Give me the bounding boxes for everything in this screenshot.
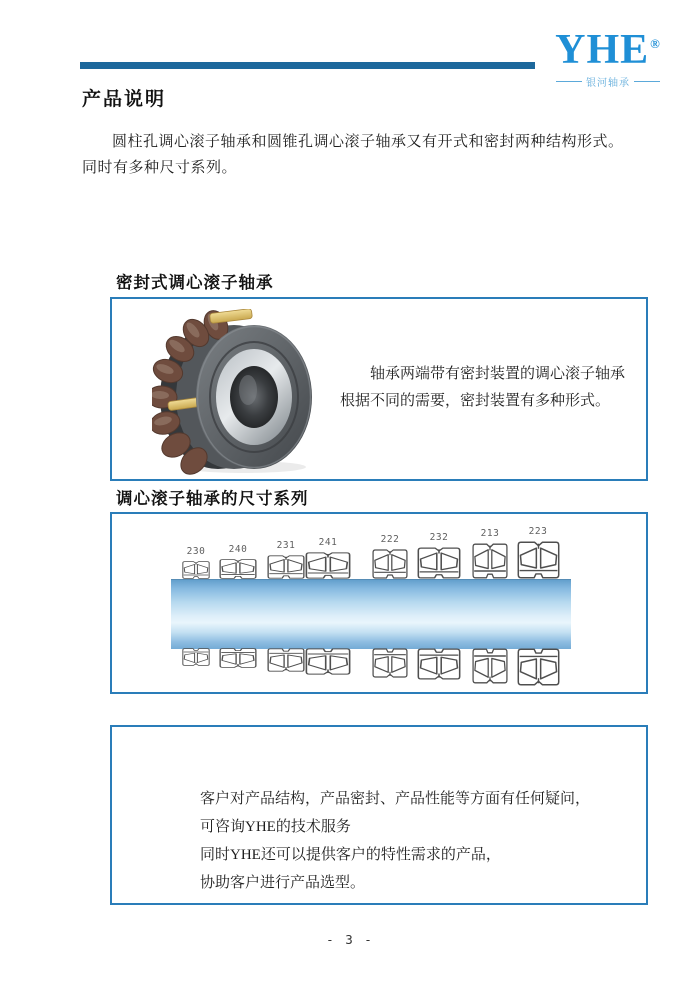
series-label: 230 xyxy=(186,546,206,557)
customer-note-text xyxy=(200,785,600,897)
bearing-cross-section-top xyxy=(219,559,257,579)
section-heading-series: 调心滚子轴承的尺寸系列 xyxy=(116,490,309,508)
brand-block xyxy=(548,22,668,89)
bearing-cross-section-top xyxy=(267,555,305,579)
series-label: 232 xyxy=(429,532,449,543)
bearing-cross-section-bottom xyxy=(517,648,560,686)
page-title: 产品说明 xyxy=(82,89,167,110)
brand-tagline: 银河轴承 xyxy=(586,78,630,89)
series-label: 241 xyxy=(318,537,338,548)
spherical-roller-bearing-image xyxy=(152,309,320,475)
sealed-desc-line-1: 轴承两端带有密封装置的调心滚子轴承 xyxy=(370,366,626,382)
series-label: 223 xyxy=(528,526,548,537)
sealed-bearing-box xyxy=(110,297,648,481)
bearing-cross-section-bottom xyxy=(372,648,408,678)
note-line-1: 客户对产品结构，产品密封、产品性能等方面有任何疑问， xyxy=(200,791,591,807)
bearing-cross-section-bottom xyxy=(417,648,461,680)
bearing-cross-section-top xyxy=(372,549,408,579)
bearing-cross-section-top xyxy=(517,541,560,579)
header-accent-bar xyxy=(80,62,535,69)
brand-logo-text: YHE xyxy=(555,27,650,73)
bearing-cross-section-bottom xyxy=(472,648,508,684)
bearing-cross-section-bottom xyxy=(305,648,351,675)
tagline-dash-left xyxy=(556,81,582,83)
bearing-cross-section-top xyxy=(417,547,461,579)
dimension-series-box xyxy=(110,512,648,694)
series-label: 240 xyxy=(228,544,248,555)
intro-paragraph: 圆柱孔调心滚子轴承和圆锥孔调心滚子轴承又有开式和密封两种结构形式。同时有多种尺寸系列。 xyxy=(82,134,624,176)
series-label: 222 xyxy=(380,534,400,545)
bearing-cross-section-top xyxy=(472,543,508,579)
note-line-2: 可咨询YHE的技术服务 xyxy=(200,819,351,835)
sealed-bearing-description xyxy=(340,361,650,415)
tagline-dash-right xyxy=(634,81,660,83)
series-diagram xyxy=(112,514,646,692)
brand-logo xyxy=(548,22,668,72)
bearing-cross-section-top xyxy=(305,552,351,579)
sealed-desc-line-2: 根据不同的需要，密封装置有多种形式。 xyxy=(340,393,611,409)
bearing-cross-section-bottom xyxy=(219,648,257,668)
page-number: - 3 - xyxy=(326,932,374,947)
series-label: 213 xyxy=(480,528,500,539)
bearing-cross-section-top xyxy=(182,561,210,579)
bearing-cross-section-bottom xyxy=(267,648,305,672)
shaft-graphic xyxy=(171,579,571,649)
note-line-3: 同时YHE还可以提供客户的特性需求的产品， xyxy=(200,847,501,863)
note-line-4: 协助客户进行产品选型。 xyxy=(200,875,366,891)
series-label: 231 xyxy=(276,540,296,551)
customer-note-box xyxy=(110,725,648,905)
registered-mark-icon: ® xyxy=(650,36,661,51)
brand-tagline-row xyxy=(548,74,668,89)
bearing-photo xyxy=(152,309,320,480)
section-heading-sealed: 密封式调心滚子轴承 xyxy=(116,274,274,292)
bearing-cross-section-bottom xyxy=(182,648,210,666)
